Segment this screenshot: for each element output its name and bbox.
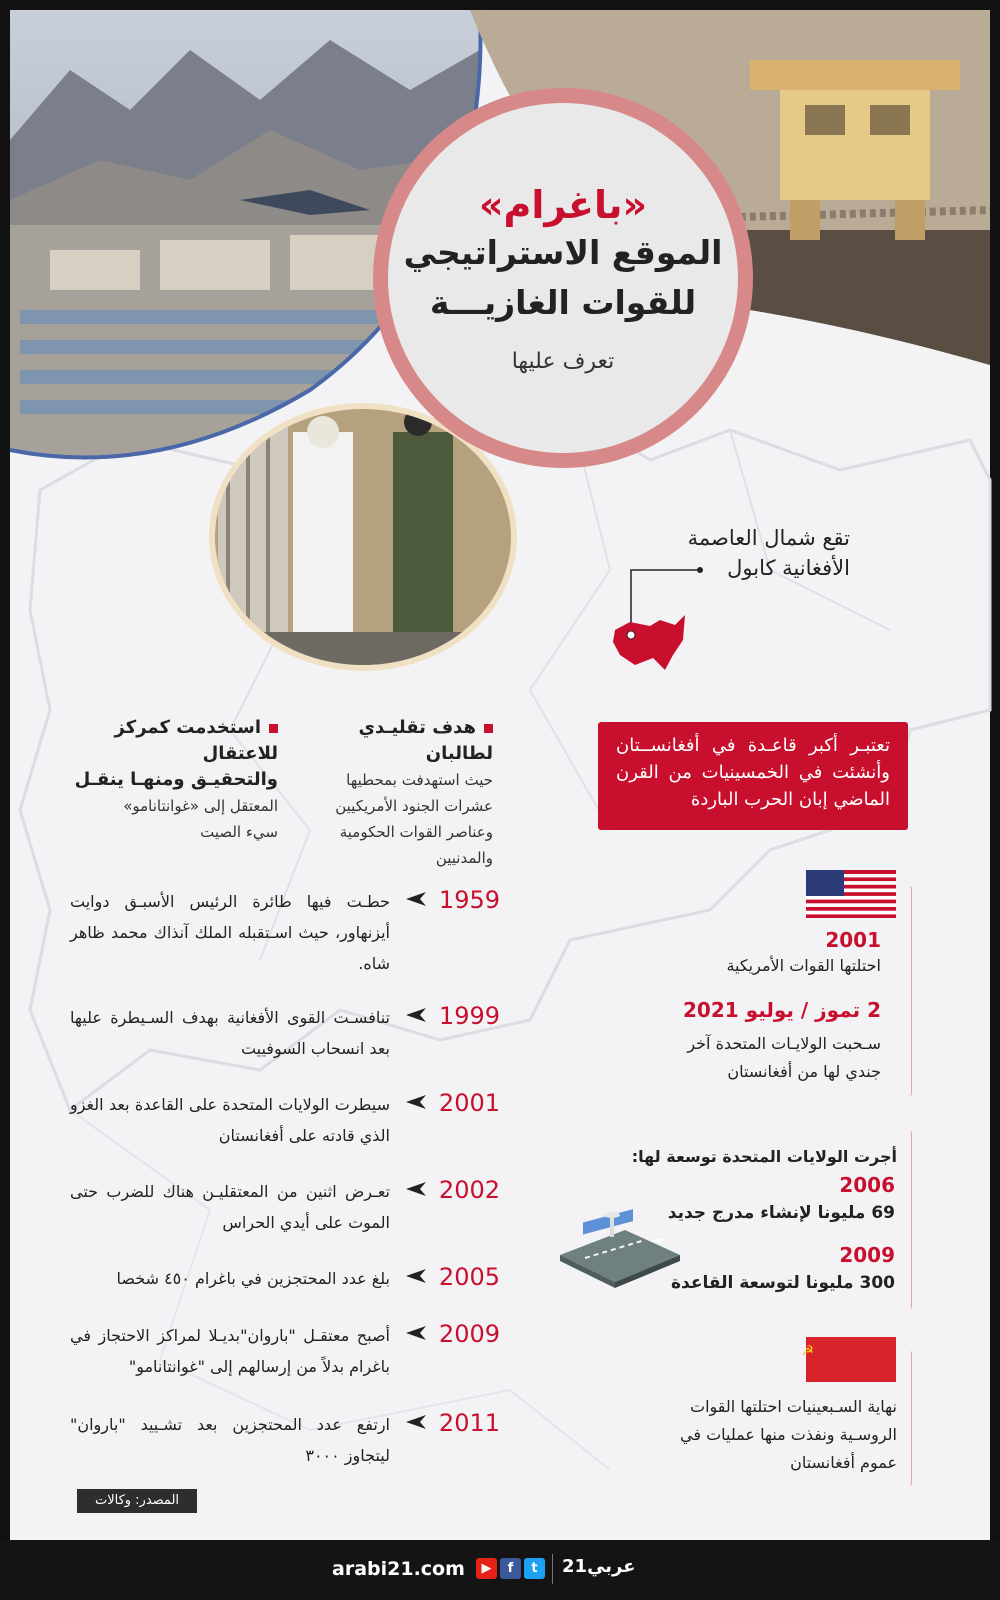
bullet-square-icon [484,724,493,733]
timeline-year: 2009 [438,1320,500,1348]
timeline-text: تنافسـت القوى الأفغانية بهدف السـيطرة عليها بعد انسحاب السوفييت [70,1008,390,1058]
bullet-line: سيء الصيت [200,823,278,841]
arrow-left-icon [406,1326,426,1340]
timeline-year: 1959 [438,886,500,914]
arrow-left-icon [406,1095,426,1109]
timeline-text: سيطرت الولايات المتحدة على القاعدة بعد الغزو الذي قادته على أفغانستان [70,1095,390,1145]
arrow-left-icon [406,1415,426,1429]
bullet-taliban-target [303,715,493,871]
title-subtitle: تعرف عليها [511,349,615,374]
timeline-item-2002 [70,1176,500,1256]
timeline-text: أصبح معتقـل "باروان"بديـلا لمراكز الاحتجاز في باغرام بدلاً من إرسالهم إلى "غوانتانامو" [70,1326,390,1376]
parwan-province-map [605,560,845,690]
expansion-heading: أجرت الولايات المتحدة توسعة لها: [631,1147,897,1166]
expansion-year2: 2009 [839,1243,895,1267]
twitter-icon[interactable]: t [524,1558,545,1579]
expansion-text2: 300 مليونا لتوسعة القاعدة [671,1273,895,1293]
bullet-detention-center [68,715,278,845]
facebook-icon[interactable]: f [500,1558,521,1579]
bullet-square-icon [269,724,278,733]
arabi21-logo[interactable]: عربي21 [562,1556,636,1577]
footer-divider [552,1554,553,1584]
site-url[interactable]: arabi21.com [332,1558,465,1580]
timeline-year: 1999 [438,1002,500,1030]
bullet-line: والمدنيين [435,849,493,867]
bullet-head2: والتحقيـق ومنهـا ينقـل [74,769,278,790]
us-card-year1: 2001 [825,928,881,952]
bullet-line: المعتقل إلى «غوانتانامو» [123,797,278,815]
timeline-item-1999 [70,1002,500,1082]
timeline-year: 2005 [438,1263,500,1291]
timeline-year: 2011 [438,1409,500,1437]
location-line2: الأفغانية كابول [727,556,850,580]
ussr-line1: نهاية السـبعينيات احتلتها القوات [690,1397,897,1416]
title-line2: الموقع الاستراتيجي [403,233,723,272]
bullet-head: هدف تقليـدي لطالبان [358,717,493,764]
timeline-item-2009 [70,1320,500,1400]
bullet-line: حيث استهدفت بمحطيها [346,771,493,789]
location-line1: تقع شمال العاصمة [687,526,850,550]
footer-bar [0,1540,1000,1600]
largest-base-info-box: تعتبـر أكبر قاعـدة في أفغانســتان وأنشئت في الخمسينيات من القرن الماضي إبان الحرب الباردة [598,722,908,830]
timeline-text: ارتفع عدد المحتجزين بعد تشـييد "باروان" ليتجاوز ٣٠٠٠ [70,1415,390,1465]
us-card-text1: احتلتها القوات الأمريكية [726,956,881,975]
us-card [650,885,912,1097]
us-card-text2-line2: جندي لها من أفغانستان [727,1062,881,1081]
airport-runway-icon [555,1210,685,1290]
bullet-line: وعناصر القوات الحكومية [339,823,493,841]
us-card-text2-line1: سـحبت الولايـات المتحدة آخر [687,1034,881,1053]
us-card-year2: 2 تموز / يوليو 2021 [683,998,881,1022]
hammer-sickle-icon: ☭ [801,1343,814,1359]
arrow-left-icon [406,1182,426,1196]
bullet-line: عشرات الجنود الأمريكيين [335,797,493,815]
timeline-text: تعـرض اثنين من المعتقليـن هناك للضرب حتى الموت على أيدي الحراس [70,1182,390,1232]
timeline-text: حطـت فيها طائرة الرئيس الأسبـق دوايت أيزنهاور، حيث اسـتقبله الملك آنذاك محمد ظاهر شاه. [70,892,390,973]
ussr-card [650,1350,912,1487]
ussr-line2: الروسـية ونفذت منها عمليات في [680,1425,897,1444]
arrow-left-icon [406,1269,426,1283]
title-circle [388,103,738,453]
youtube-icon[interactable]: ▶ [476,1558,497,1579]
timeline-year: 2001 [438,1089,500,1117]
title-bagram: «باغرام» [478,183,648,227]
timeline-item-1959 [70,886,500,973]
ussr-line3: عموم أفغانستان [790,1453,897,1472]
timeline-item-2001 [70,1089,500,1169]
timeline-year: 2002 [438,1176,500,1204]
title-line3: للقوات الغازيـــة [429,283,697,322]
expansion-year1: 2006 [839,1173,895,1197]
arrow-left-icon [406,1008,426,1022]
arrow-left-icon [406,892,426,906]
timeline-text: بلغ عدد المحتجزين في باغرام ٤٥٠ شخصا [116,1269,390,1288]
expansion-text1: 69 مليونا لإنشاء مدرج جديد [667,1203,895,1223]
infographic-page [10,10,990,1540]
source-label: المصدر: وكالات [77,1489,197,1513]
timeline-item-2011 [70,1409,500,1489]
bullet-head: استخدمت كمركز للاعتقال [114,717,278,764]
